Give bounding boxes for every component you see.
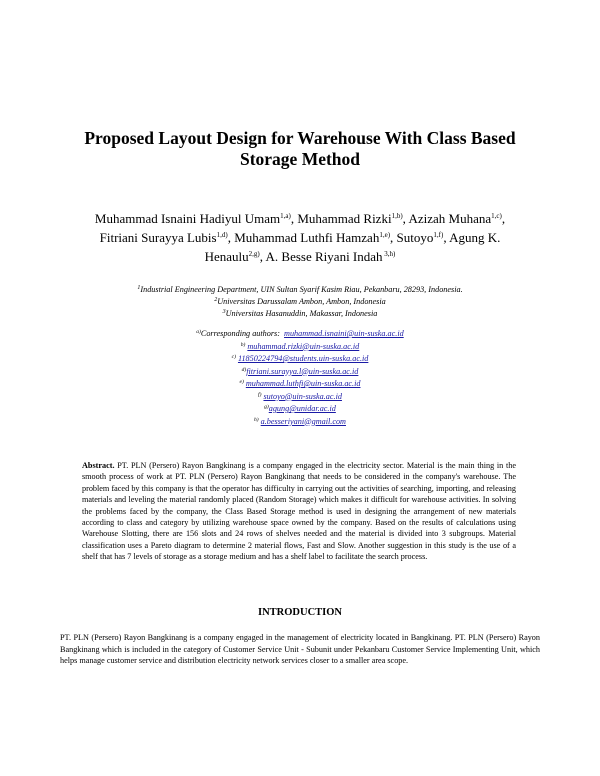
- email-superscript: c): [231, 354, 236, 360]
- email-link[interactable]: muhammad.isnaini@uin-suska.ac.id: [284, 329, 404, 338]
- section-heading-introduction: INTRODUCTION: [257, 607, 342, 618]
- email-line: [70, 352, 530, 365]
- email-superscript: b): [240, 341, 246, 348]
- author-list: [70, 208, 530, 265]
- email-link[interactable]: 11850224794@students.uin-suska.ac.id: [237, 354, 369, 363]
- author-superscript: 3,h): [382, 250, 396, 258]
- email-line: [70, 377, 530, 390]
- author-name: Muhammad Rizki: [297, 211, 392, 226]
- email-link[interactable]: muhammad.luthfi@uin-suska.ac.id: [245, 379, 361, 388]
- email-line: [70, 402, 530, 415]
- author-superscript: 1,a): [280, 212, 291, 220]
- affiliations: [70, 283, 530, 319]
- introduction-paragraph: PT. PLN (Persero) Rayon Bangkinang is a company engaged in the management of electricity located in Bangkinang. PT. PLN (Persero) Rayon Bangkinang which is included in the category of Customer Service Unit - Subunit under Pekanbaru Customer Service Implementing Unit, which helps manage customer service and distribution electricity network services closer to a smaller area scope.: [60, 633, 540, 666]
- affiliation-text: Industrial Engineering Department, UIN Sultan Syarif Kasim Riau, Pekanbaru, 28293, Indonesia.: [140, 285, 463, 294]
- corresponding-label: Corresponding authors:: [200, 329, 280, 338]
- email-link[interactable]: fitriani.surayya.l@uin-suska.ac.id: [246, 366, 359, 376]
- author-superscript: 1,e): [379, 231, 391, 239]
- author-name: A. Besse Riyani Indah: [265, 249, 383, 264]
- email-link[interactable]: a.besseriyani@gmail.com: [260, 416, 346, 426]
- author-name: Muhammad Luthfi Hamzah: [234, 230, 380, 245]
- affiliation-line: [70, 307, 530, 319]
- email-superscript: e): [239, 379, 244, 385]
- affiliation-line: [70, 283, 530, 295]
- abstract: [82, 460, 516, 563]
- email-link[interactable]: agung@unidar.ac.id: [268, 404, 336, 413]
- affiliation-line: [70, 295, 530, 307]
- author-separator: ,: [390, 230, 397, 245]
- author-separator: ,: [501, 211, 506, 226]
- author-separator: ,: [227, 230, 235, 245]
- email-line: [70, 365, 530, 378]
- email-line: [70, 340, 530, 353]
- author-superscript: 1,c): [491, 212, 502, 220]
- email-line: [70, 390, 530, 403]
- author-separator: ,: [443, 230, 450, 245]
- affiliation-superscript: 3: [222, 309, 226, 315]
- author-superscript: 2,g): [248, 250, 260, 258]
- author-name: Muhammad Isnaini Hadiyul Umam: [94, 211, 281, 226]
- affiliation-superscript: 1: [137, 285, 141, 291]
- author-separator: ,: [290, 211, 298, 226]
- email-line: [70, 415, 530, 428]
- title-line-1: Proposed Layout Design for Warehouse With Class Based: [84, 128, 516, 148]
- email-superscript: g): [264, 404, 269, 410]
- author-name: Agung K. Henaulu: [204, 230, 501, 264]
- abstract-text: PT. PLN (Persero) Rayon Bangkinang is a company engaged in the electricity sector. Material is the main thing in the smooth process of work at PT. PLN (Persero) Rayon Bangkinang that needs to be considered in the company's warehouse. The problem faced by this company is that the operator has difficulty in carrying out the activities of searching, importing, and releasing materials and leveling the material randomly placed (Random Storage) which makes it difficult for warehouse activities. In solving the problems faced by the company, the Class Based Storage method is used in designing the arrangement of new materials according to class and category by utilizing warehouse space owned by the company. Based on the results of calculations using Warehouse Slotting, there are 156 slots and 24 rows of shelves needed and the material is divided into 3 subgroups. Material classification uses a Pareto diagram to determine 2 material flows, Fast and Slow. Another suggestion in this study is the use of a shelf that has 7 levels of storage as a storage medium and has a shelf label to facilitate the search process.: [82, 461, 516, 562]
- author-superscript: 1,f): [433, 231, 444, 239]
- email-superscript: f): [258, 391, 262, 398]
- author-separator: ,: [402, 211, 409, 226]
- author-superscript: 1,d): [216, 231, 228, 239]
- abstract-label: Abstract.: [82, 461, 115, 470]
- email-superscript: a): [196, 329, 201, 335]
- author-name: Azizah Muhana: [408, 211, 492, 226]
- corresponding-emails: [70, 327, 530, 427]
- author-superscript: 1,b): [391, 212, 403, 220]
- author-name: Sutoyo: [396, 230, 434, 245]
- email-link[interactable]: sutoyo@uin-suska.ac.id: [263, 391, 342, 401]
- title-line-2: Storage Method: [239, 149, 361, 169]
- email-superscript: d): [241, 366, 247, 373]
- affiliation-text: Universitas Hasanuddin, Makassar, Indonesia: [225, 309, 378, 318]
- author-separator: ,: [259, 249, 266, 264]
- paper-title: [60, 128, 540, 170]
- email-superscript: h): [254, 416, 259, 423]
- affiliation-superscript: 2: [214, 297, 218, 303]
- email-link[interactable]: muhammad.rizki@uin-suska.ac.id: [247, 341, 360, 351]
- affiliation-text: Universitas Darussalam Ambon, Ambon, Indonesia: [217, 297, 386, 306]
- author-name: Fitriani Surayya Lubis: [99, 230, 217, 245]
- email-line: [70, 327, 530, 340]
